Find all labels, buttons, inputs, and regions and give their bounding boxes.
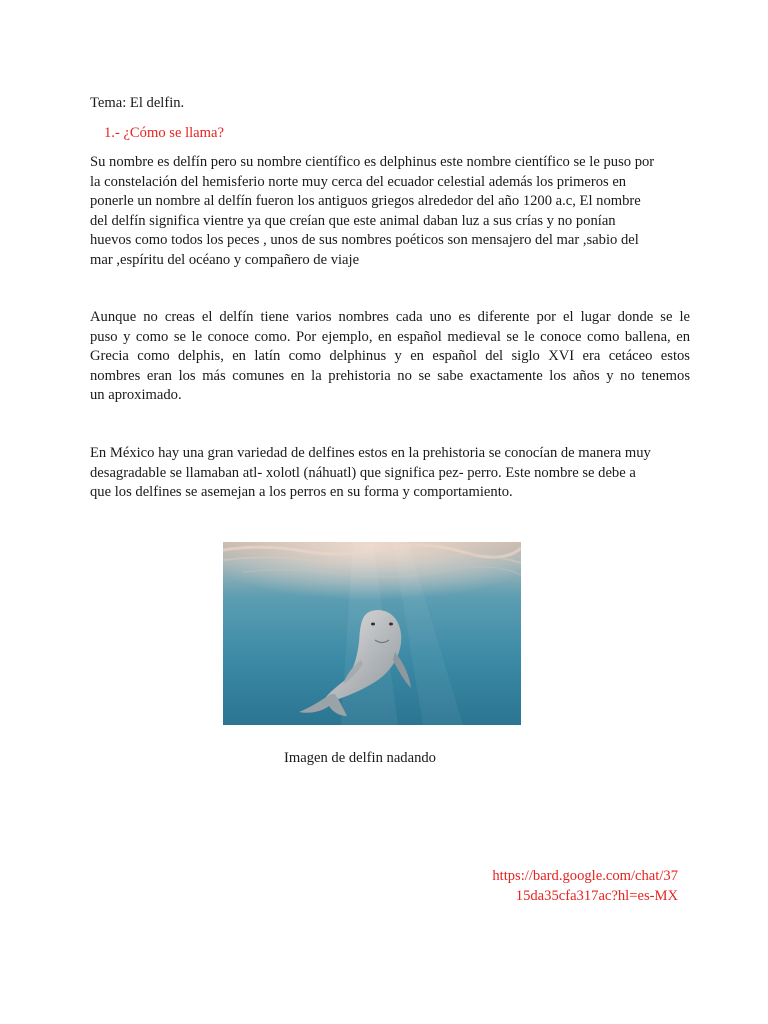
paragraph-line: la constelación del hemisferio norte muy cerca del ecuador celestial además los primeros en xyxy=(90,173,627,190)
paragraph-line: nombres eran los más comunes en la prehistoria no se sabe exactamente los años y no tenemos xyxy=(90,367,690,384)
topic-title: Tema: El delfin. xyxy=(90,95,185,111)
paragraph-line: Su nombre es delfín pero su nombre científico es delphinus este nombre científico se le puso por xyxy=(90,154,655,170)
section-heading: 1.- ¿Cómo se llama? xyxy=(104,125,224,141)
paragraph-line: desagradable se llamaban atl- xolotl (náhuatl) que significa pez- perro. Este nombre se debe a xyxy=(90,464,636,481)
paragraph-line: del delfín significa vientre ya que creían que este animal daban luz a sus crías y no ponían xyxy=(90,212,616,229)
paragraph-line: mar ,espíritu del océano y compañero de viaje xyxy=(90,251,360,268)
dolphin-photo xyxy=(223,542,521,725)
paragraph-line: Aunque no creas el delfín tiene varios nombres cada uno es diferente por el lugar donde se le xyxy=(90,309,690,325)
paragraph-line: que los delfines se asemejan a los perros en su forma y comportamiento. xyxy=(90,484,513,501)
paragraph-line: puso y como se le conoce como. Por ejemplo, en español medieval se le conoce como ballena, en xyxy=(90,328,690,345)
source-link-line[interactable]: https://bard.google.com/chat/37 xyxy=(492,868,678,884)
paragraph-line: ponerle un nombre al delfín fueron los antiguos griegos alrededor del año 1200 a.c, El nombre xyxy=(90,193,641,210)
paragraph-name-origin xyxy=(90,153,690,271)
paragraph-other-names xyxy=(90,308,690,406)
source-link-line[interactable]: 15da35cfa317ac?hl=es-MX xyxy=(515,888,678,904)
paragraph-line: Grecia como delphis, en latín como delphinus y en español del siglo XVI era cetáceo estos xyxy=(90,348,690,365)
paragraph-mexico xyxy=(90,444,690,503)
paragraph-line: un aproximado. xyxy=(90,387,182,404)
image-caption: Imagen de delfin nadando xyxy=(284,750,436,766)
paragraph-line: huevos como todos los peces , unos de sus nombres poéticos son mensajero del mar ,sabio del xyxy=(90,232,639,249)
paragraph-line: En México hay una gran variedad de delfines estos en la prehistoria se conocían de manera muy xyxy=(90,445,651,461)
source-link[interactable] xyxy=(492,866,678,906)
